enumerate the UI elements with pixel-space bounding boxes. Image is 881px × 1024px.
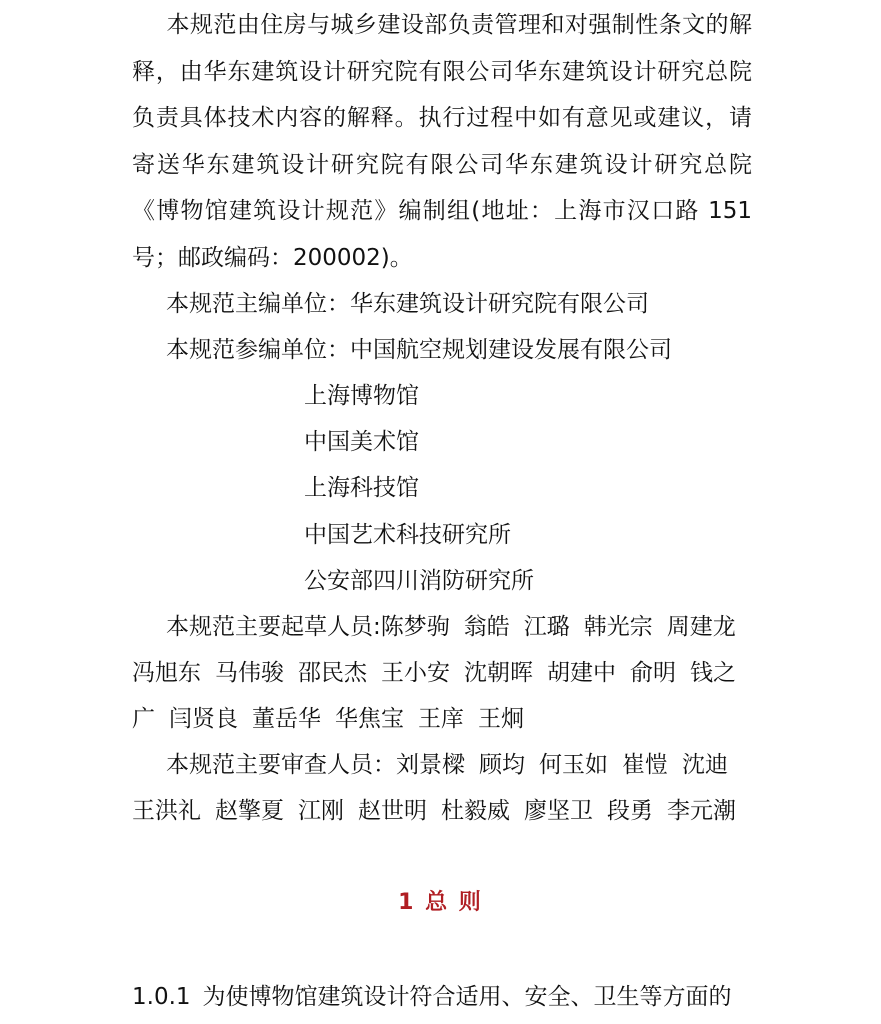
clause-text: 为使博物馆建筑设计符合适用、安全、卫生等方面的 xyxy=(202,984,732,1010)
drafter-name: 周建龙 xyxy=(666,614,736,640)
chief-unit-name: 华东建筑设计研究院有限公司 xyxy=(350,291,649,317)
drafter-name: 翁皓 xyxy=(463,614,510,640)
reviewer-name: 廖坚卫 xyxy=(524,798,593,824)
participating-unit: 上海博物馆 xyxy=(304,383,419,409)
reviewer-name: 杜毅威 xyxy=(441,798,510,824)
reviewer-name: 李元潮 xyxy=(667,798,736,824)
reviewers-line-1 xyxy=(166,742,728,789)
drafter-name: 华焦宝 xyxy=(335,706,404,732)
reviewer-name: 赵擎夏 xyxy=(215,798,284,824)
drafter-name: 邵民杰 xyxy=(298,660,367,686)
drafter-name: 冯旭东 xyxy=(132,660,201,686)
drafter-name: 陈梦驹 xyxy=(380,614,450,640)
participating-unit: 公安部四川消防研究所 xyxy=(304,568,534,594)
reviewers-line-2 xyxy=(132,788,736,835)
drafter-name: 王炯 xyxy=(478,706,524,732)
reviewer-name: 刘景樑 xyxy=(396,752,465,778)
drafters-line-2 xyxy=(132,650,736,697)
drafter-name: 俞明 xyxy=(630,660,676,686)
participating-unit: 上海科技馆 xyxy=(304,475,419,501)
drafter-name: 马伟骏 xyxy=(215,660,284,686)
participating-unit: 中国美术馆 xyxy=(304,429,419,455)
drafter-name: 钱之 xyxy=(690,660,736,686)
reviewer-name: 何玉如 xyxy=(539,752,608,778)
drafter-name: 韩光宗 xyxy=(583,614,653,640)
drafter-name: 沈朝晖 xyxy=(464,660,533,686)
reviewer-name: 段勇 xyxy=(607,798,653,824)
chief-unit-line xyxy=(166,281,649,328)
drafter-name: 广 xyxy=(132,706,155,732)
participating-units-line xyxy=(166,327,672,374)
reviewer-name: 崔愷 xyxy=(622,752,668,778)
participating-unit: 中国艺术科技研究所 xyxy=(304,522,511,548)
drafter-name: 胡建中 xyxy=(547,660,616,686)
drafter-name: 董岳华 xyxy=(252,706,321,732)
drafter-name: 闫贤良 xyxy=(169,706,238,732)
participating-unit-first: 中国航空规划建设发展有限公司 xyxy=(350,337,672,363)
drafter-name: 王庠 xyxy=(418,706,464,732)
reviewer-name: 顾均 xyxy=(479,752,525,778)
drafters-line-3 xyxy=(132,696,524,743)
chapter-heading: 1 总 则 xyxy=(398,890,483,915)
reviewer-name: 沈迪 xyxy=(682,752,728,778)
clause-number: 1.0.1 xyxy=(132,984,191,1010)
clause-line xyxy=(132,979,732,1015)
participating-units-label: 本规范参编单位： xyxy=(166,337,350,363)
reviewer-name: 王洪礼 xyxy=(132,798,201,824)
drafters-line-1 xyxy=(166,604,736,651)
drafters-label: 本规范主要起草人员: xyxy=(166,614,381,640)
reviewers-label: 本规范主要审查人员： xyxy=(166,752,396,778)
intro-paragraph-text: 本规范由住房与城乡建设部负责管理和对强制性条文的解释，由华东建筑设计研究院有限公司华东建筑设计研究总院负责具体技术内容的解释。执行过程中如有意见或建议，请寄送华东建筑设计研究院有限公司华东建筑设计研究总院《博物馆建筑设计规范》编制组(地址：上海市汉口路 151号；邮政编码：200002)。 xyxy=(132,12,752,271)
reviewer-name: 赵世明 xyxy=(358,798,427,824)
chief-unit-label: 本规范主编单位： xyxy=(166,291,350,317)
intro-paragraph xyxy=(132,2,752,281)
reviewer-name: 江刚 xyxy=(298,798,344,824)
drafter-name: 江璐 xyxy=(523,614,570,640)
drafter-name: 王小安 xyxy=(381,660,450,686)
